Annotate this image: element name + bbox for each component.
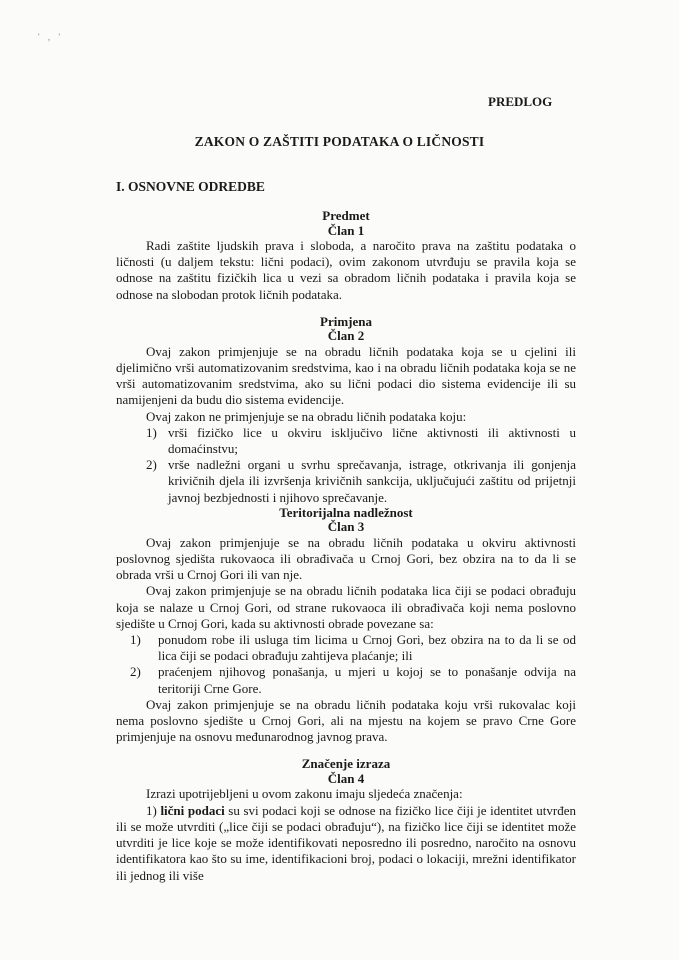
item-text: vrše nadležni organi u svrhu sprečavanja, istrage, otkrivanja ili gonjenja krivičnih djela ili izvršenja krivičnih sankcija, uključujući zaštitu od prijetnji javnoj bezbjednosti i njihovo sprečavanje.	[168, 457, 576, 505]
item-number: 2)	[130, 664, 141, 680]
article-3-number: Član 3	[327, 519, 365, 535]
article-1-number: Član 1	[327, 222, 365, 238]
article-4-item-1	[116, 803, 576, 884]
article-3-paragraph-2: Ovaj zakon primjenjuje se na obradu ličnih podataka lica čiji se podaci obrađuju koja se nalaze u Crnoj Gori, od strane rukovaoca ili obrađivača koji nema poslovno sjedište u Crnoj Gori, kada su aktivnosti obrade povezane sa:	[116, 583, 576, 631]
article-2-item-1	[146, 425, 576, 457]
section-title: I. OSNOVNE ODREDBE	[116, 179, 265, 194]
document-title: ZAKON O ZAŠTITI PODATAKA O LIČNOSTI	[194, 134, 485, 149]
article-3-item-1	[130, 632, 576, 664]
article-2-paragraph-1: Ovaj zakon primjenjuje se na obradu ličnih podataka koja se u cjelini ili djelimično vrši automatizovanim sredstvima, kao i na obradu ličnih podataka koja se ne vrši automatizovanim sredstvima, ako su lični podaci dio sistema evidencije ili su namijenjeni da budu dio sistema evidencije.	[116, 343, 576, 408]
article-1-heading: Predmet	[322, 208, 370, 223]
article-2-item-2	[146, 457, 576, 506]
article-2-number: Član 2	[327, 328, 365, 344]
article-3-paragraph-3: Ovaj zakon primjenjuje se na obradu ličnih podataka koju vrši rukovalac koji nema poslovno sjedište u Crnoj Gori, ali na mjestu na kojem se pravo Crne Gore primjenjuje na osnovu međunarodnog javnog prava.	[116, 696, 576, 745]
article-1-paragraph: Radi zaštite ljudskih prava i sloboda, a naročito prava na zaštitu podataka o ličnosti (u daljem tekstu: lični podaci), ovim zakonom utvrđuju se pravila koja se odnose na zaštitu fizičkih lica u vezi sa obradom ličnih podataka i pravila koja se odnose na slobodan protok ličnih podataka.	[116, 238, 576, 302]
defined-term: lični podaci	[160, 802, 225, 818]
item-number: 1)	[146, 424, 157, 440]
article-4-heading: Značenje izraza	[301, 756, 391, 772]
article-3-paragraph-1: Ovaj zakon primjenjuje se na obradu ličnih podataka u okviru aktivnosti poslovnog sjedišta rukovaoca ili obrađivača u Crnoj Gori, bez obzira na to da li se obrada vrši u Crnoj Gori ili van nje.	[116, 534, 576, 583]
document-body	[116, 209, 576, 884]
article-3-item-2	[130, 664, 576, 696]
item-number: 2)	[146, 457, 157, 473]
scan-mark: ' , '	[38, 32, 63, 42]
article-3-heading: Teritorijalna nadležnost	[279, 504, 413, 520]
item-text: praćenjem njihovog ponašanja, u mjeri u kojoj se to ponašanje odvija na teritoriji Crne Gore.	[158, 664, 576, 696]
item-text: vrši fizičko lice u okviru isključivo lične aktivnosti ili aktivnosti u domaćinstvu;	[168, 424, 576, 457]
article-2-heading: Primjena	[320, 313, 372, 329]
article-4-number: Član 4	[327, 770, 365, 786]
item-number: 1)	[130, 632, 141, 648]
article-2-paragraph-2: Ovaj zakon ne primjenjuje se na obradu ličnih podataka koju:	[146, 408, 467, 424]
item-text: su svi podaci koji se odnose na fizičko lice čiji je identitet utvrđen ili se može utvrditi („lice čiji se podaci obrađuju“), na fizičko lice čiji se identitet može utvrditi je lice koje se može identifikovati neposredno ili posredno, naročito na osnovu identifikatora kao što su ime, identifikacioni broj, podaci o lokaciji, mrežni identifikator ili jednog ili više	[116, 802, 577, 883]
item-number: 1)	[146, 802, 157, 818]
document-label: PREDLOG	[488, 94, 553, 109]
item-text: ponudom robe ili usluga tim licima u Crnoj Gori, bez obzira na to da li se od lica čiji se podaci obrađuju zahtijeva plaćanje; ili	[158, 632, 576, 664]
article-4-paragraph-1: Izrazi upotrijebljeni u ovom zakonu imaju sljedeća značenja:	[146, 786, 463, 802]
